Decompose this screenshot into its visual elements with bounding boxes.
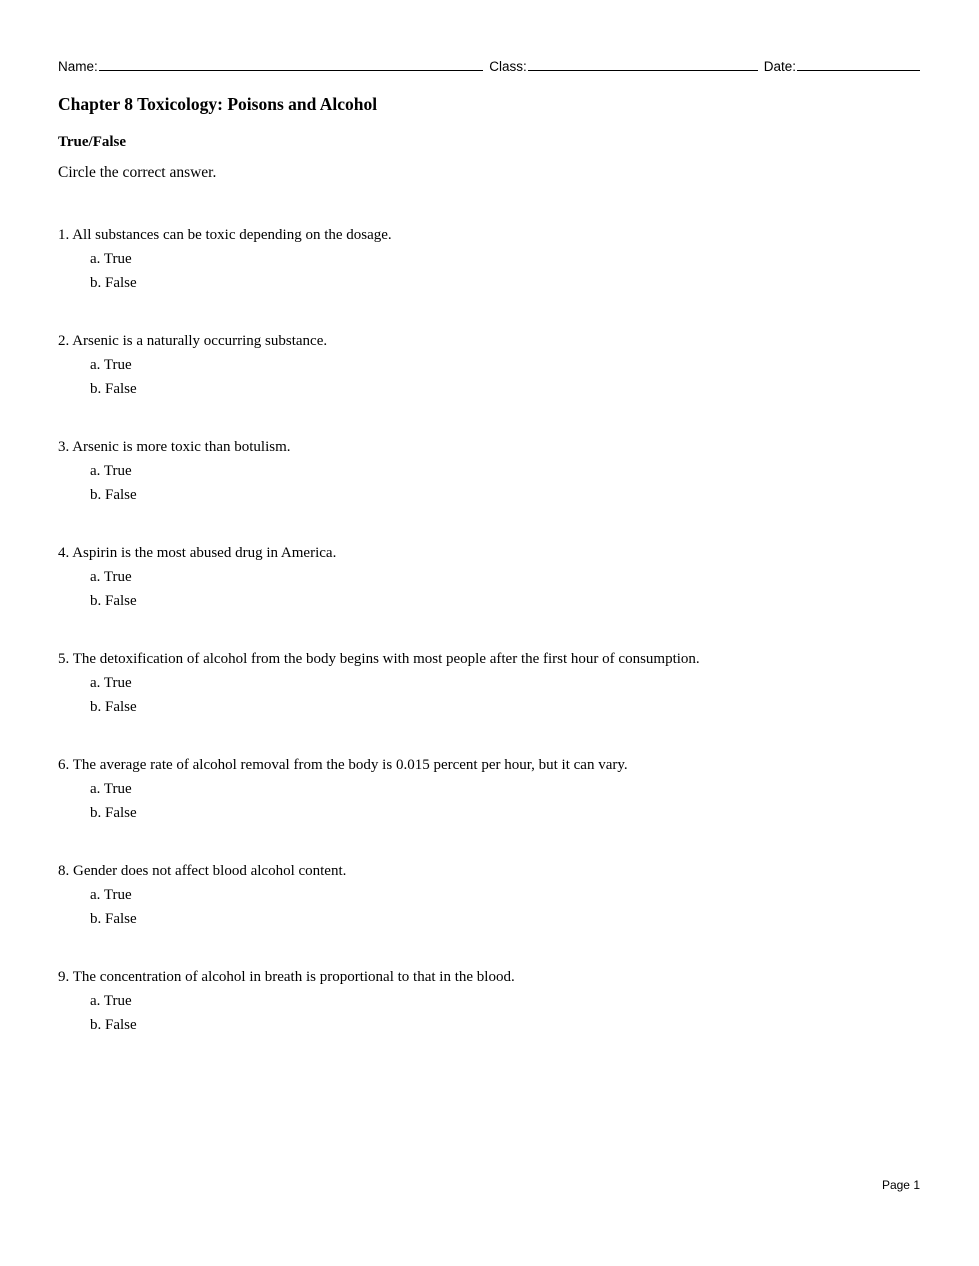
answer-options: [58, 565, 920, 613]
answer-option[interactable]: [90, 247, 920, 271]
question-number: 2.: [58, 333, 70, 349]
answer-options: [58, 247, 920, 295]
date-blank-line[interactable]: [797, 70, 920, 71]
question-block: [58, 329, 920, 401]
question-text: The concentration of alcohol in breath is proportional to that in the blood.: [72, 969, 515, 985]
answer-option[interactable]: [90, 459, 920, 483]
option-label: False: [105, 275, 137, 291]
header-fill-in-row: [58, 58, 920, 75]
answer-options: [58, 883, 920, 931]
option-letter: a.: [90, 357, 101, 373]
option-letter: a.: [90, 781, 101, 797]
option-letter: b.: [90, 275, 102, 291]
date-label: Date:: [763, 59, 796, 74]
question-text-line: [58, 223, 920, 247]
answer-option[interactable]: [90, 565, 920, 589]
option-label: True: [103, 781, 132, 797]
option-label: True: [103, 675, 132, 691]
option-letter: a.: [90, 887, 101, 903]
option-letter: b.: [90, 1017, 102, 1033]
question-text: Arsenic is more toxic than botulism.: [72, 439, 291, 455]
question-text-line: [58, 435, 920, 459]
answer-option[interactable]: [90, 483, 920, 507]
class-blank-line[interactable]: [528, 70, 758, 71]
section-heading: True/False: [58, 134, 127, 150]
answer-option[interactable]: [90, 907, 920, 931]
class-label: Class:: [489, 59, 527, 74]
question-text: The average rate of alcohol removal from the body is 0.015 percent per hour, but it can vary.: [72, 757, 628, 773]
question-block: [58, 965, 920, 1037]
question-block: [58, 435, 920, 507]
question-text: Aspirin is the most abused drug in America.: [72, 545, 337, 561]
instruction-text: Circle the correct answer.: [58, 164, 217, 181]
question-text-line: [58, 329, 920, 353]
question-text: The detoxification of alcohol from the body begins with most people after the first hour of consumption.: [72, 651, 700, 667]
option-label: False: [105, 593, 137, 609]
question-text: Arsenic is a naturally occurring substance.: [72, 333, 328, 349]
answer-option[interactable]: [90, 271, 920, 295]
question-number: 1.: [58, 227, 70, 243]
option-label: False: [105, 1017, 137, 1033]
question-text-line: [58, 859, 920, 883]
option-label: False: [105, 805, 137, 821]
question-number: 3.: [58, 439, 70, 455]
answer-options: [58, 777, 920, 825]
answer-option[interactable]: [90, 353, 920, 377]
answer-option[interactable]: [90, 989, 920, 1013]
page-title: Chapter 8 Toxicology: Poisons and Alcohol: [58, 94, 378, 114]
question-number: 6.: [58, 757, 70, 773]
option-label: False: [105, 699, 137, 715]
question-block: [58, 753, 920, 825]
option-letter: a.: [90, 993, 101, 1009]
question-number: 9.: [58, 969, 70, 985]
answer-option[interactable]: [90, 377, 920, 401]
question-block: [58, 541, 920, 613]
name-label: Name:: [58, 59, 98, 74]
option-letter: a.: [90, 251, 101, 267]
option-label: True: [103, 887, 132, 903]
option-letter: b.: [90, 805, 102, 821]
answer-options: [58, 459, 920, 507]
question-number: 5.: [58, 651, 70, 667]
answer-option[interactable]: [90, 1013, 920, 1037]
option-label: True: [103, 993, 132, 1009]
option-label: True: [103, 569, 132, 585]
answer-options: [58, 671, 920, 719]
question-number: 4.: [58, 545, 70, 561]
question-text-line: [58, 541, 920, 565]
option-label: True: [103, 357, 132, 373]
option-label: True: [103, 463, 132, 479]
answer-options: [58, 989, 920, 1037]
option-label: True: [103, 251, 132, 267]
question-text: Gender does not affect blood alcohol content.: [73, 863, 347, 879]
page-number: Page 1: [881, 1178, 920, 1192]
answer-option[interactable]: [90, 589, 920, 613]
question-block: [58, 647, 920, 719]
option-letter: b.: [90, 911, 102, 927]
option-letter: a.: [90, 569, 101, 585]
option-label: False: [105, 487, 137, 503]
option-label: False: [105, 911, 137, 927]
option-letter: a.: [90, 675, 101, 691]
answer-option[interactable]: [90, 777, 920, 801]
question-text-line: [58, 647, 920, 671]
option-letter: b.: [90, 487, 102, 503]
question-text-line: [58, 753, 920, 777]
question-block: [58, 223, 920, 295]
answer-option[interactable]: [90, 801, 920, 825]
question-text: All substances can be toxic depending on the dosage.: [72, 227, 392, 243]
option-letter: b.: [90, 699, 102, 715]
answer-options: [58, 353, 920, 401]
answer-option[interactable]: [90, 883, 920, 907]
answer-option[interactable]: [90, 671, 920, 695]
question-number: 8.: [58, 863, 70, 879]
question-text-line: [58, 965, 920, 989]
name-blank-line[interactable]: [99, 70, 483, 71]
option-letter: a.: [90, 463, 101, 479]
option-letter: b.: [90, 381, 102, 397]
option-letter: b.: [90, 593, 102, 609]
question-list: [58, 223, 920, 1037]
option-label: False: [105, 381, 137, 397]
answer-option[interactable]: [90, 695, 920, 719]
question-block: [58, 859, 920, 931]
